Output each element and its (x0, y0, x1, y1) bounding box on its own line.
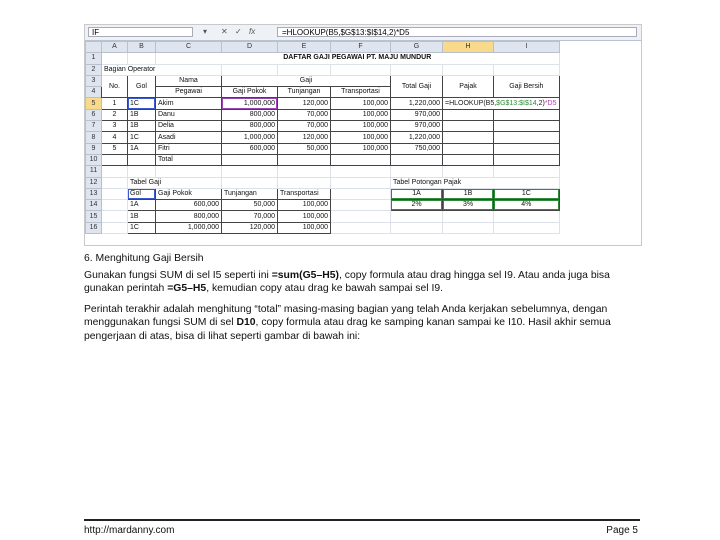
cancel-icon[interactable]: ✕ (221, 27, 228, 36)
cell-gaji-bersih[interactable] (494, 143, 559, 154)
cell-transport[interactable]: 100,000 (331, 121, 391, 132)
cell-transport[interactable]: 100,000 (331, 132, 391, 143)
enter-icon[interactable]: ✓ (235, 27, 242, 36)
row-header[interactable]: 12 (86, 177, 102, 188)
col-header-h[interactable]: H (443, 42, 494, 53)
tabel-gaji-pokok[interactable]: 800,000 (156, 211, 222, 222)
cell-pajak[interactable] (443, 132, 494, 143)
text-run: , copy formula atau drag ke samping kanan sampai ke I10. Hasil akhir semua pengerjaan di atas, bisa di lihat seperti gambar di bawah ini: (84, 317, 611, 342)
tabel-pajak-rate[interactable]: 4% (494, 200, 559, 211)
header-gaji[interactable]: Gaji (222, 75, 391, 86)
footer-url[interactable]: http://mardanny.com (84, 525, 175, 536)
corner-cell[interactable] (86, 42, 102, 53)
text-run: , copy formula atau drag hingga sel I9. Atau anda juga bisa gunakan perintah (84, 270, 610, 295)
cell-no[interactable]: 2 (102, 109, 128, 120)
cell-nama[interactable]: Fitri (156, 143, 222, 154)
sheet-title[interactable]: DAFTAR GAJI PEGAWAI PT. MAJU MUNDUR (156, 53, 560, 64)
header-total-gaji[interactable]: Total Gaji (391, 75, 443, 98)
cell-total[interactable]: 970,000 (391, 109, 443, 120)
cell-gaji-pokok[interactable]: 1,000,000 (222, 98, 278, 109)
cell-total[interactable]: 1,220,000 (391, 132, 443, 143)
tabel-pajak-rate[interactable]: 2% (391, 200, 443, 211)
row-header[interactable]: 6 (86, 109, 102, 120)
row-header[interactable]: 1 (86, 53, 102, 64)
cell-gaji-pokok[interactable]: 800,000 (222, 109, 278, 120)
function-icon[interactable]: fx (249, 27, 256, 36)
formula-bar (85, 25, 641, 41)
cell-tunjangan[interactable]: 50,000 (278, 143, 331, 154)
tabel-gaji-header[interactable]: Transportasi (278, 188, 331, 199)
tabel-gaji-transport[interactable]: 100,000 (278, 222, 331, 233)
header-gol[interactable]: Gol (128, 75, 156, 98)
tabel-gaji-header[interactable]: Gaji Pokok (156, 188, 222, 199)
col-header-a[interactable]: A (102, 42, 128, 53)
row-header[interactable]: 4 (86, 87, 102, 98)
cell-gol[interactable]: 1C (128, 98, 156, 109)
cell-no[interactable]: 5 (102, 143, 128, 154)
cell-pajak[interactable] (443, 143, 494, 154)
header-nama-1[interactable]: Nama (156, 75, 222, 86)
cell-gol[interactable]: 1B (128, 121, 156, 132)
formula-text: =sum(G5–H5) (271, 270, 339, 281)
cell-transport[interactable]: 100,000 (331, 143, 391, 154)
cell-pajak[interactable] (443, 121, 494, 132)
header-gaji-pokok[interactable]: Gaji Pokok (222, 87, 278, 98)
col-header-g[interactable]: G (391, 42, 443, 53)
cell-tunjangan[interactable]: 120,000 (278, 132, 331, 143)
cell-gaji-pokok[interactable]: 600,000 (222, 143, 278, 154)
cell-total[interactable]: 970,000 (391, 121, 443, 132)
cell-transport[interactable]: 100,000 (331, 98, 391, 109)
cell-tunjangan[interactable]: 120,000 (278, 98, 331, 109)
cell-nama[interactable]: Danu (156, 109, 222, 120)
formula-input[interactable]: =HLOOKUP(B5,$G$13:$I$14,2)*D5 (277, 27, 637, 37)
row-header[interactable]: 16 (86, 222, 102, 233)
tabel-pajak-gol[interactable]: 1A (391, 188, 443, 199)
row-header[interactable]: 8 (86, 132, 102, 143)
formula-part-ref: *D5 (544, 99, 557, 107)
tabel-gaji-pokok[interactable]: 600,000 (156, 200, 222, 211)
cell-gaji-bersih[interactable] (494, 121, 559, 132)
row-header[interactable]: 11 (86, 166, 102, 177)
row-header[interactable]: 15 (86, 211, 102, 222)
active-cell-formula[interactable] (443, 98, 560, 109)
cell-nama[interactable]: Akim (156, 98, 222, 109)
row-header[interactable]: 14 (86, 200, 102, 211)
footer-divider (84, 519, 640, 521)
cell-reference-text: D10 (236, 317, 256, 329)
paragraph-1 (84, 269, 644, 296)
cell-gol[interactable]: 1B (128, 109, 156, 120)
formula-part-3: ,2) (536, 99, 545, 107)
tabel-gaji-tunjangan[interactable]: 70,000 (222, 211, 278, 222)
tabel-gaji-transport[interactable]: 100,000 (278, 211, 331, 222)
cell-gol[interactable]: 1A (128, 143, 156, 154)
formula-part-1: =HLOOKUP(B5, (445, 99, 497, 107)
col-header-d[interactable]: D (222, 42, 278, 53)
header-transportasi[interactable]: Transportasi (331, 87, 391, 98)
header-gaji-bersih[interactable]: Gaji Bersih (494, 75, 559, 98)
tabel-gaji-transport[interactable]: 100,000 (278, 200, 331, 211)
row-header[interactable]: 9 (86, 143, 102, 154)
text-run: , kemudian copy atau drag ke bawah sampai sel I9. (206, 283, 444, 295)
tabel-gaji-gol[interactable]: 1B (128, 211, 156, 222)
formula-part-range: $G$13:$I$14 (496, 99, 537, 107)
tabel-gaji-tunjangan[interactable]: 50,000 (222, 200, 278, 211)
name-box[interactable]: IF (88, 27, 193, 37)
col-header-i[interactable]: I (494, 42, 559, 53)
tabel-gaji-gol[interactable]: 1C (128, 222, 156, 233)
cell-gol[interactable]: 1C (128, 132, 156, 143)
tabel-pajak-rate[interactable]: 3% (443, 200, 494, 211)
cell-gaji-pokok[interactable]: 800,000 (222, 121, 278, 132)
header-tunjangan[interactable]: Tunjangan (278, 87, 331, 98)
cell-tunjangan[interactable]: 70,000 (278, 121, 331, 132)
spreadsheet-screenshot (84, 24, 642, 246)
cell-total[interactable]: 750,000 (391, 143, 443, 154)
col-header-e[interactable]: E (278, 42, 331, 53)
section-heading: 6. Menghitung Gaji Bersih (84, 253, 204, 264)
tabel-gaji-label[interactable]: Tabel Gaji (128, 177, 222, 188)
paragraph-2 (84, 303, 644, 343)
row-header[interactable]: 13 (86, 188, 102, 199)
cell-gaji-bersih[interactable] (494, 109, 559, 120)
cell-no[interactable]: 3 (102, 121, 128, 132)
tabel-gaji-header[interactable]: Gol (128, 188, 156, 199)
col-header-b[interactable]: B (128, 42, 156, 53)
cell-pajak[interactable] (443, 109, 494, 120)
col-header-f[interactable]: F (331, 42, 391, 53)
row-header[interactable]: 2 (86, 64, 102, 75)
cell-total[interactable]: 1,220,000 (391, 98, 443, 109)
row-header[interactable]: 3 (86, 75, 102, 86)
tabel-pajak-label[interactable]: Tabel Potongan Pajak (391, 177, 560, 188)
tabel-gaji-header[interactable]: Tunjangan (222, 188, 278, 199)
header-pajak[interactable]: Pajak (443, 75, 494, 98)
cell-tunjangan[interactable]: 70,000 (278, 109, 331, 120)
col-header-c[interactable]: C (156, 42, 222, 53)
tabel-pajak-gol[interactable]: 1C (494, 188, 559, 199)
row-header[interactable]: 5 (86, 98, 102, 109)
cell-gaji-bersih[interactable] (494, 132, 559, 143)
cell-transport[interactable]: 100,000 (331, 109, 391, 120)
tabel-gaji-gol[interactable]: 1A (128, 200, 156, 211)
text-run: Gunakan fungsi SUM di sel I5 seperti ini (84, 270, 272, 281)
page-number: Page 5 (606, 525, 638, 536)
dropdown-icon[interactable]: ▾ (203, 27, 208, 36)
tabel-gaji-tunjangan[interactable]: 120,000 (222, 222, 278, 233)
text-run: Perintah terakhir adalah menghitung “total” masing-masing bagian yang telah Anda kerjakan sebelumnya, dengan menggunakan fungsi SUM di sel (84, 304, 608, 329)
tabel-gaji-pokok[interactable]: 1,000,000 (156, 222, 222, 233)
header-no[interactable]: No. (102, 75, 128, 98)
tabel-pajak-gol[interactable]: 1B (443, 188, 494, 199)
spreadsheet-grid (85, 41, 560, 234)
row-header[interactable]: 7 (86, 121, 102, 132)
header-nama-2[interactable]: Pegawai (156, 87, 222, 98)
total-label[interactable]: Total (156, 154, 222, 165)
cell-no[interactable]: 1 (102, 98, 128, 109)
cell-gaji-pokok[interactable]: 1,000,000 (222, 132, 278, 143)
section-label[interactable]: Bagian Operator (102, 64, 222, 75)
row-header[interactable]: 10 (86, 154, 102, 165)
formula-text: =G5–H5 (167, 283, 207, 295)
cell-nama[interactable]: Delia (156, 121, 222, 132)
cell-nama[interactable]: Asadi (156, 132, 222, 143)
cell-no[interactable]: 4 (102, 132, 128, 143)
